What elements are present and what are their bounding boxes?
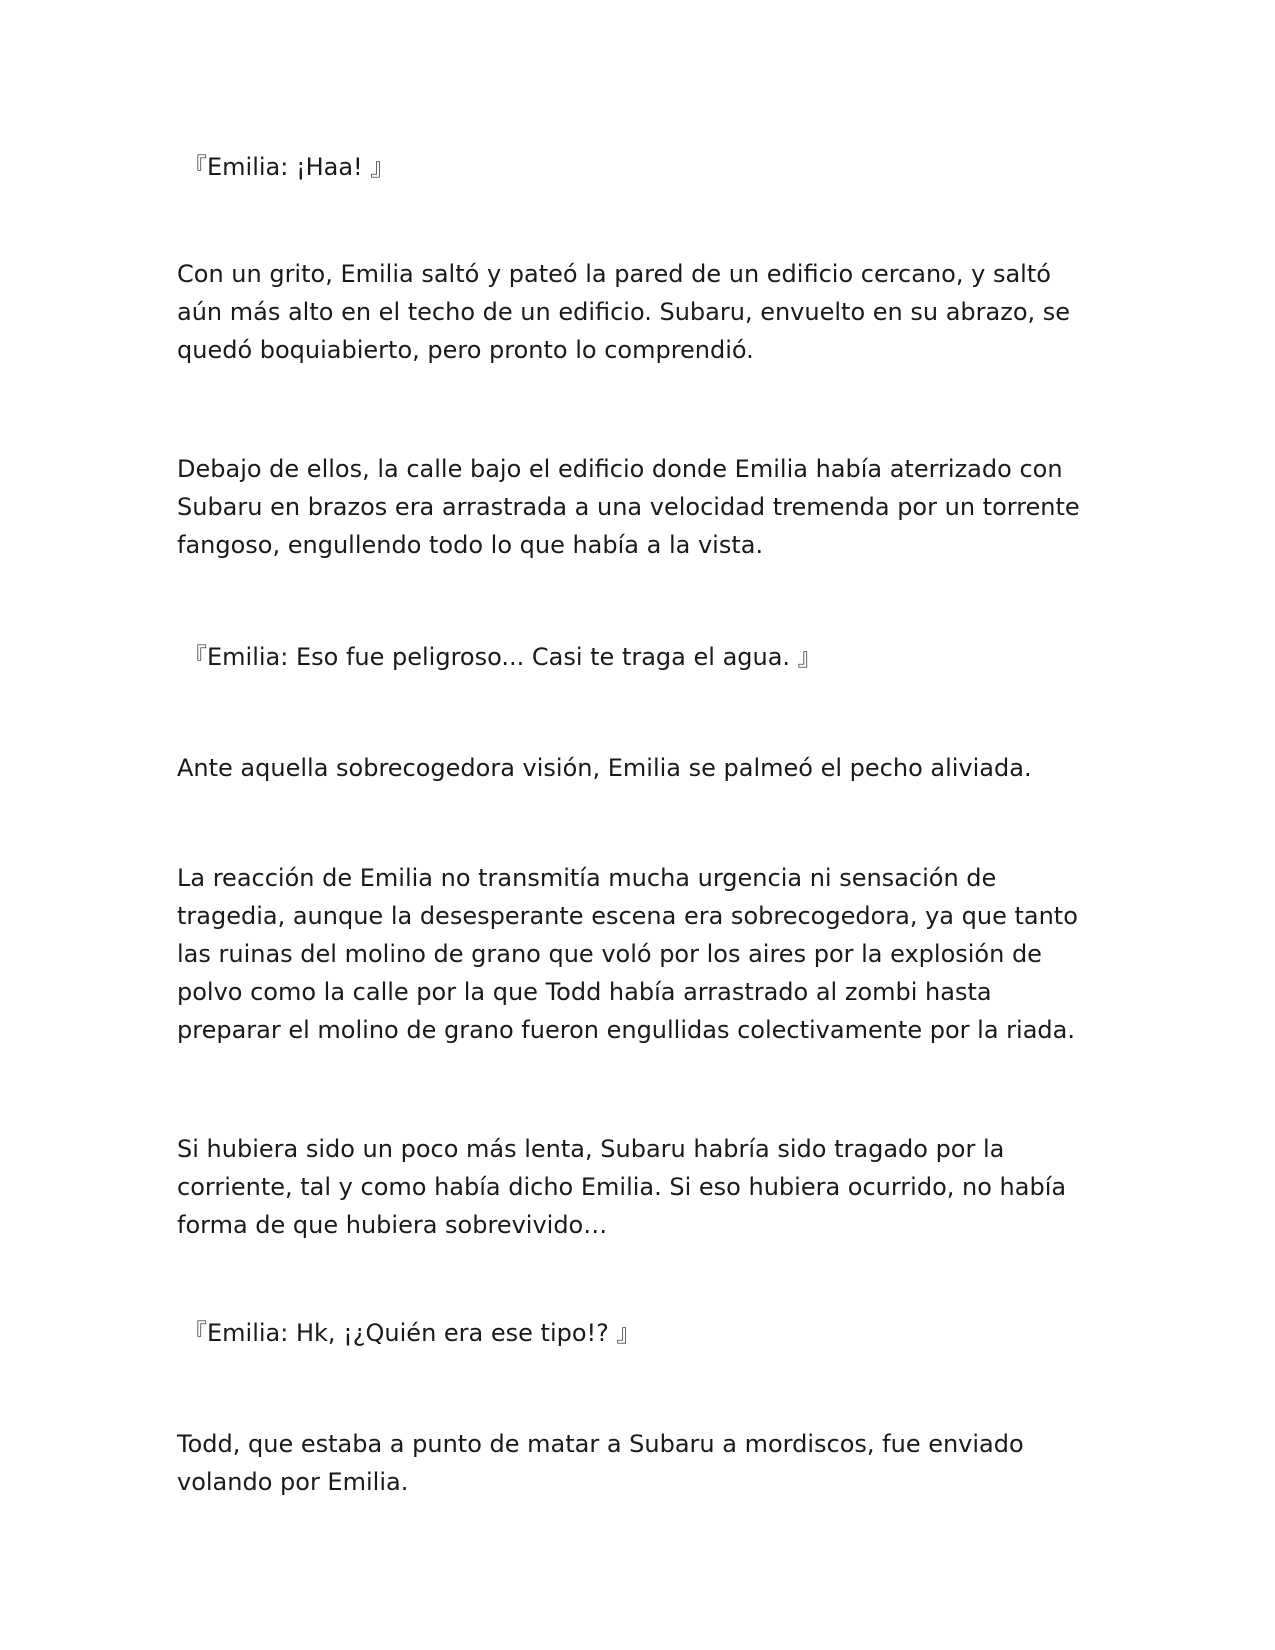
narration-paragraph: Ante aquella sobrecogedora visión, Emilia se palmeó el pecho aliviada.: [177, 754, 1032, 782]
narration-paragraph: Si hubiera sido un poco más lenta, Subaru habría sido tragado por la corriente, tal y como había dicho Emilia. Si eso hubiera ocurrido, no había forma de que hubiera sobrevivido…: [177, 1135, 1067, 1239]
narration-paragraph: Debajo de ellos, la calle bajo el edificio donde Emilia había aterrizado con Subaru en brazos era arrastrada a una velocidad tremenda por un torrente fangoso, engullendo todo lo que había a la vista.: [177, 455, 1080, 559]
dialogue-line: 『Emilia: ¡Haa! 』: [183, 153, 395, 181]
dialogue-line: 『Emilia: Hk, ¡¿Quién era ese tipo!? 』: [183, 1319, 641, 1347]
narration-paragraph: La reacción de Emilia no transmitía mucha urgencia ni sensación de tragedia, aunque la desesperante escena era sobrecogedora, ya que tanto las ruinas del molino de grano que voló por los aires por la explosión de polvo como la calle por la que Todd había arrastrado al zombi hasta preparar el molino de grano fueron engullidas colectivamente por la riada.: [177, 864, 1078, 1044]
narration-paragraph: Todd, que estaba a punto de matar a Subaru a mordiscos, fue enviado volando por Emilia.: [177, 1430, 1024, 1496]
narration-paragraph: Con un grito, Emilia saltó y pateó la pared de un edificio cercano, y saltó aún más alto en el techo de un edificio. Subaru, envuelto en su abrazo, se quedó boquiabierto, pero pronto lo comprendió.: [177, 260, 1071, 364]
dialogue-line: 『Emilia: Eso fue peligroso... Casi te traga el agua. 』: [183, 643, 822, 671]
